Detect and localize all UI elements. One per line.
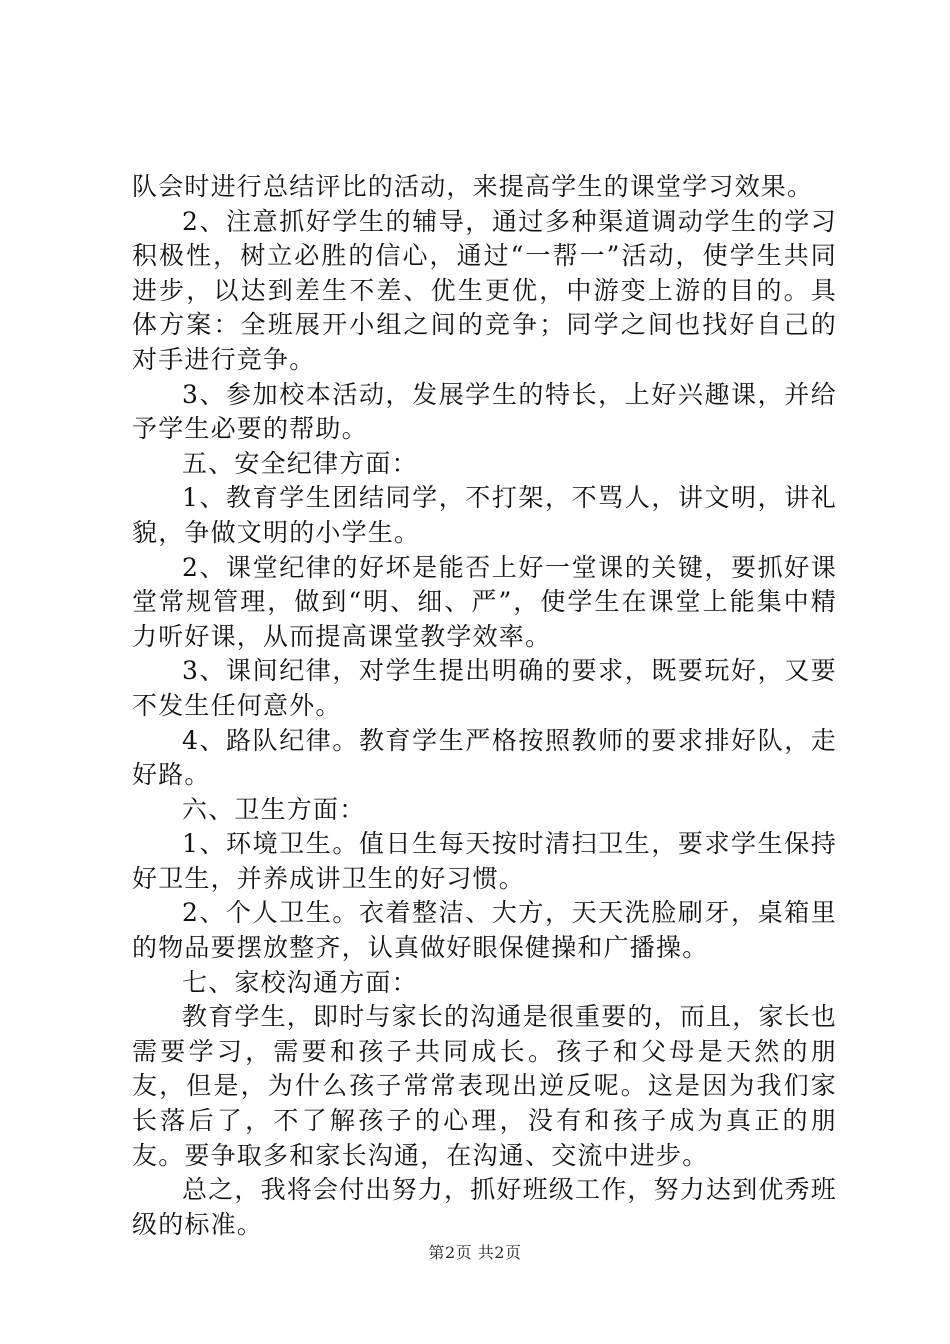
- document-body: [132, 170, 837, 1242]
- paragraph-safety-item-3: 3、课间纪律，对学生提出明确的要求，既要玩好，又要不发生任何意外。: [132, 656, 837, 720]
- section-heading-hygiene: 六、卫生方面：: [182, 794, 366, 824]
- paragraph-study-item-3: 3、参加校本活动，发展学生的特长，上好兴趣课，并给予学生必要的帮助。: [132, 379, 837, 444]
- paragraph-safety-item-4: 4、路队纪律。教育学生严格按照教师的要求排好队，走好路。: [132, 725, 837, 790]
- paragraph-hygiene-item-2: 2、个人卫生。衣着整洁、大方，天天洗脸刷牙，桌箱里的物品要摆放整齐，认真做好眼保健操和广播操。: [132, 898, 837, 963]
- paragraph-study-item-2: 2、注意抓好学生的辅导，通过多种渠道调动学生的学习积极性，树立必胜的信心，通过“一帮一”活动，使学生共同进步，以达到差生不差、优生更优，中游变上游的目的。具体方案：全班展开小组之间的竞争；同学之间也找好自己的对手进行竞争。: [132, 206, 837, 374]
- paragraph-safety-item-2: 2、课堂纪律的好坏是能否上好一堂课的关键，要抓好课堂常规管理，做到“明、细、严”，使学生在课堂上能集中精力听好课，从而提高课堂教学效率。: [132, 552, 837, 651]
- paragraph-hygiene-item-1: 1、环境卫生。值日生每天按时清扫卫生，要求学生保持好卫生，并养成讲卫生的好习惯。: [132, 829, 837, 893]
- paragraph-safety-item-1: 1、教育学生团结同学，不打架，不骂人，讲文明，讲礼貌，争做文明的小学生。: [132, 483, 837, 547]
- paragraph-home-school: 教育学生，即时与家长的沟通是很重要的，而且，家长也需要学习，需要和孩子共同成长。孩子和父母是天然的朋友，但是，为什么孩子常常表现出逆反呢。这是因为我们家长落后了，不了解孩子的心理，没有和孩子成为真正的朋友。要争取多和家长沟通，在沟通、交流中进步。: [132, 1002, 838, 1170]
- section-heading-safety: 五、安全纪律方面：: [182, 448, 418, 478]
- paragraph-summary: 总之，我将会付出努力，抓好班级工作，努力达到优秀班级的标准。: [132, 1175, 838, 1239]
- section-heading-home-school: 七、家校沟通方面：: [182, 967, 418, 997]
- paragraph-continuation: 队会时进行总结评比的活动，来提高学生的课堂学习效果。: [132, 172, 814, 201]
- page-footer: 第2页 共2页: [428, 1243, 522, 1262]
